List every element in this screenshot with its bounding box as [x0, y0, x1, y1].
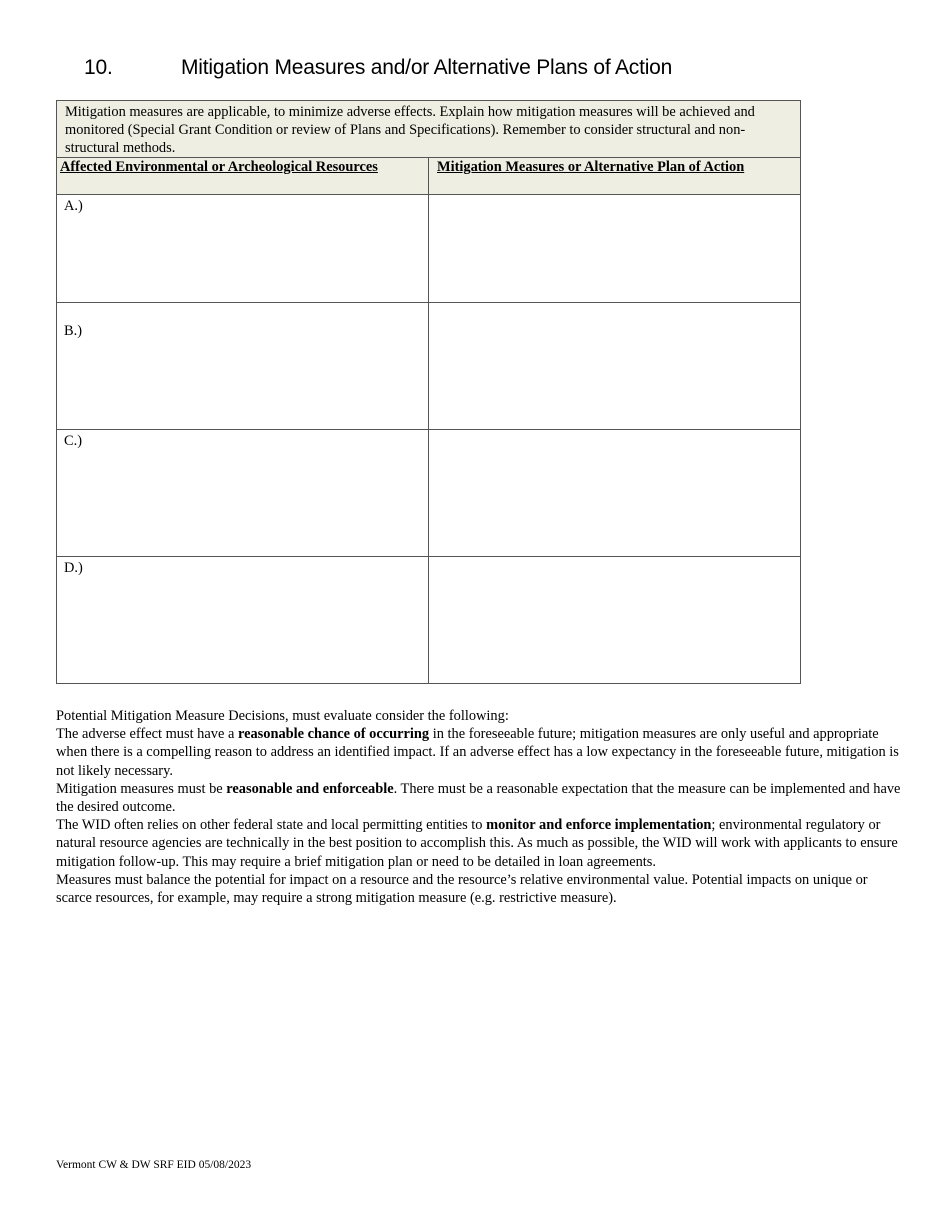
- guidance-heading: Potential Mitigation Measure Decisions, must evaluate consider the following:: [56, 708, 509, 724]
- table-row: [57, 303, 801, 430]
- measure-cell-d[interactable]: [429, 557, 801, 684]
- guidance-paragraph-2: Mitigation measures must be reasonable and enforceable. There must be a reasonable expectation that the measure can be implemented and have the desired outcome.: [56, 780, 901, 816]
- table-row: [57, 195, 801, 303]
- row-label: D.): [64, 560, 83, 576]
- resource-cell-b[interactable]: [57, 303, 429, 430]
- guidance-paragraph-3: The WID often relies on other federal state and local permitting entities to monitor and enforce implementation; environmental regulatory or natural resource agencies are technically in the best position to accomplish this. As much as possible, the WID will work with applicants to ensure mitigation follow-up. This may require a brief mitigation plan or need to be detailed in loan agreements.: [56, 817, 898, 870]
- row-label: A.): [64, 198, 83, 214]
- measure-cell-c[interactable]: [429, 430, 801, 557]
- measure-cell-b[interactable]: [429, 303, 801, 430]
- mitigation-table: [56, 100, 801, 684]
- section-title: Mitigation Measures and/or Alternative Plans of Action: [181, 56, 673, 79]
- table-row: [57, 557, 801, 684]
- row-label: C.): [64, 433, 82, 449]
- resource-cell-c[interactable]: [57, 430, 429, 557]
- measure-cell-a[interactable]: [429, 195, 801, 303]
- intro-instructions: Mitigation measures are applicable, to minimize adverse effects. Explain how mitigation measures will be achieved and monitored (Special Grant Condition or review of Plans and Specifications). Remember to consider structural and non-structural methods.: [57, 101, 801, 158]
- page-footer: Vermont CW & DW SRF EID 05/08/2023: [56, 1159, 252, 1171]
- column-header-resources: Affected Environmental or Archeological Resources: [57, 158, 429, 195]
- resource-cell-a[interactable]: [57, 195, 429, 303]
- column-header-measures: Mitigation Measures or Alternative Plan of Action: [429, 158, 801, 195]
- table-row: [57, 430, 801, 557]
- section-number: 10.: [84, 56, 113, 79]
- guidance-paragraph-1: The adverse effect must have a reasonable chance of occurring in the foreseeable future; mitigation measures are only useful and appropriate when there is a compelling reason to address an identified impact. If an adverse effect has a low expectancy in the foreseeable future, mitigation is not likely necessary.: [56, 726, 899, 779]
- resource-cell-d[interactable]: [57, 557, 429, 684]
- intro-row: [57, 101, 801, 158]
- row-label: B.): [64, 323, 82, 339]
- mitigation-guidance: [56, 707, 901, 907]
- section-header: [84, 56, 672, 80]
- guidance-paragraph-4: Measures must balance the potential for impact on a resource and the resource’s relative environmental value. Potential impacts on unique or scarce resources, for example, may require a strong mitigation measure (e.g. restrictive measure).: [56, 871, 868, 907]
- header-row: [57, 158, 801, 195]
